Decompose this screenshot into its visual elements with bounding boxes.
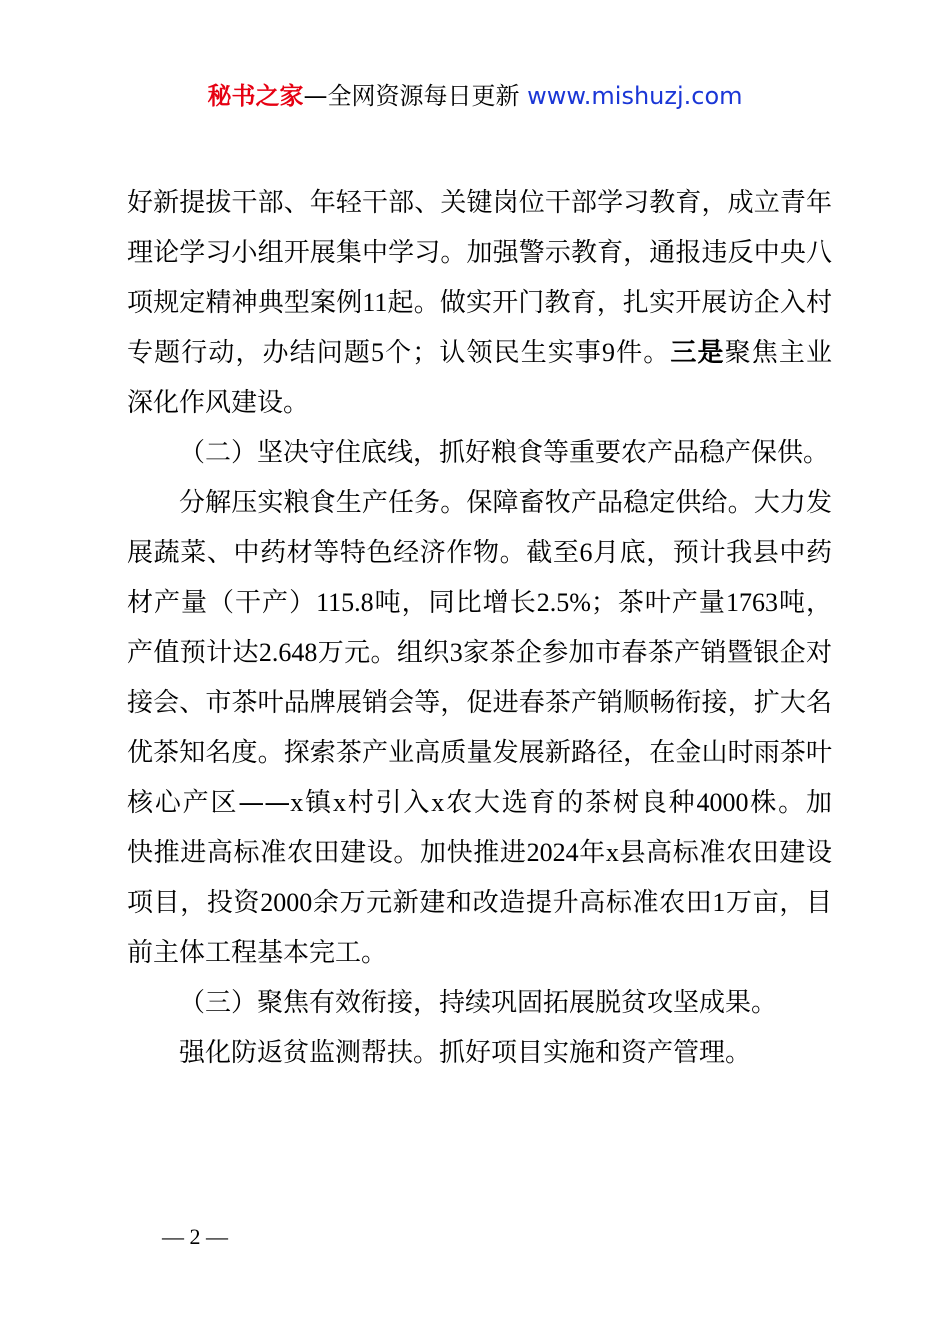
- page-number: — 2 —: [162, 1224, 228, 1249]
- site-watermark-header: [0, 80, 950, 112]
- para1-line: 理论学习小组开展集中学习。加强警示教育，通报违反中央八: [127, 238, 832, 268]
- para2-line: 优茶知名度。探索茶产业高质量发展新路径，在金山时雨茶叶: [127, 738, 832, 768]
- para2-line: 核心产区——x镇x村引入x农大选育的茶树良种4000株。加: [127, 788, 832, 818]
- header-tagline: 全网资源每日更新: [327, 82, 520, 110]
- para2-line: 快推进高标准农田建设。加快推进2024年x县高标准农田建设: [127, 838, 832, 868]
- header-separator: —: [303, 82, 328, 110]
- para2-line: 分解压实粮食生产任务。保障畜牧产品稳定供给。大力发: [179, 488, 832, 518]
- para2-line: 材产量（干产）115.8吨，同比增长2.5%；茶叶产量1763吨，: [127, 588, 832, 618]
- brand-name: 秘书之家: [207, 82, 304, 110]
- para1-line: 专题行动，办结问题5个；认领民生实事9件。三是聚焦主业: [127, 338, 832, 368]
- para1-line: 好新提拔干部、年轻干部、关键岗位干部学习教育，成立青年: [127, 188, 832, 218]
- para1-line: 深化作风建设。: [127, 388, 310, 418]
- document-body: [127, 178, 832, 1078]
- header-url[interactable]: www.mishuzj.com: [527, 82, 743, 110]
- para2-line: 前主体工程基本完工。: [127, 938, 388, 968]
- para2-line: 展蔬菜、中药材等特色经济作物。截至6月底，预计我县中药: [127, 538, 832, 568]
- para3-line: 强化防返贫监测帮扶。抓好项目实施和资产管理。: [179, 1038, 752, 1068]
- bold-lead: 三是: [670, 338, 725, 368]
- para2-line: 项目，投资2000余万元新建和改造提升高标准农田1万亩，目: [127, 888, 832, 918]
- section-heading-2: （二）坚决守住底线，抓好粮食等重要农产品稳产保供。: [179, 438, 830, 468]
- para1-line: 项规定精神典型案例11起。做实开门教育，扎实开展访企入村: [127, 288, 832, 318]
- para2-line: 产值预计达2.648万元。组织3家茶企参加市春茶产销暨银企对: [127, 638, 832, 668]
- section-heading-3: （三）聚焦有效衔接，持续巩固拓展脱贫攻坚成果。: [179, 988, 778, 1018]
- para2-line: 接会、市茶叶品牌展销会等，促进春茶产销顺畅衔接，扩大名: [127, 688, 832, 718]
